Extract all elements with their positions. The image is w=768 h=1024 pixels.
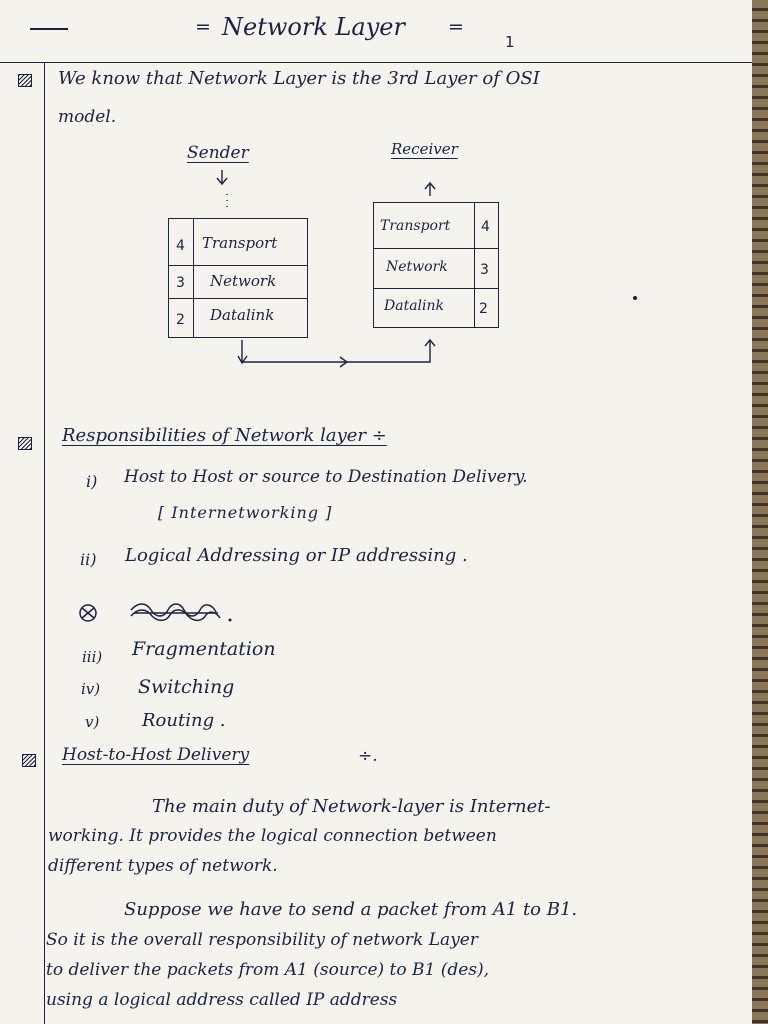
para2-line-4: using a logical address called IP address <box>46 990 398 1010</box>
crossed-out-text <box>76 598 236 628</box>
sender-layer-network: Network <box>210 272 277 290</box>
sender-layer-num-4: 4 <box>176 238 185 254</box>
header-right-mark: = <box>448 16 464 38</box>
resp-num-4: iv) <box>81 680 101 698</box>
receiver-layer-datalink: Datalink <box>384 298 444 314</box>
para1-line-3: different types of network. <box>48 856 278 876</box>
receiver-label: Receiver <box>391 140 458 158</box>
receiver-layer-num-2: 2 <box>479 301 488 317</box>
sender-layer-num-2: 2 <box>176 312 185 328</box>
resp-item-4: Switching <box>138 676 235 698</box>
intro-line-1: We know that Network Layer is the 3rd Layer of OSI <box>58 68 540 89</box>
resp-num-3: iii) <box>82 648 103 666</box>
delivery-heading: Host-to-Host Delivery <box>62 745 250 765</box>
receiver-layer-num-4: 4 <box>481 219 490 235</box>
para2-line-3: to deliver the packets from A1 (source) to B1 (des), <box>46 960 490 980</box>
resp-item-1: Host to Host or source to Destination Delivery. <box>124 467 528 487</box>
bullet-icon <box>18 437 32 450</box>
delivery-heading-suffix: ÷. <box>358 746 378 766</box>
sender-divider <box>193 218 194 338</box>
receiver-layer-network: Network <box>386 259 448 275</box>
para2-line-2: So it is the overall responsibility of network Layer <box>46 930 478 950</box>
page-number: 1 <box>505 33 515 51</box>
resp-num-2: ii) <box>80 550 97 569</box>
bullet-icon <box>22 754 36 767</box>
resp-item-2: Logical Addressing or IP addressing . <box>125 545 468 566</box>
para1-line-1: The main duty of Network-layer is Internet- <box>152 796 551 817</box>
responsibilities-heading: Responsibilities of Network layer ÷ <box>62 425 387 446</box>
sender-label: Sender <box>187 143 249 163</box>
para2-line-1: Suppose we have to send a packet from A1 to B1. <box>124 899 578 920</box>
ink-dot <box>633 296 637 300</box>
resp-item-1-sub: [ Internetworking ] <box>158 503 333 522</box>
para1-line-2: working. It provides the logical connection between <box>48 826 497 846</box>
page-title: Network Layer <box>222 13 405 41</box>
resp-num-1: i) <box>86 472 98 491</box>
sender-layer-num-3: 3 <box>176 275 185 291</box>
resp-num-5: v) <box>85 713 100 731</box>
header-left-mark: = <box>195 16 211 38</box>
receiver-layer-num-3: 3 <box>480 262 489 278</box>
receiver-divider <box>474 202 475 328</box>
sender-row-line-1 <box>168 265 308 266</box>
resp-item-3: Fragmentation <box>132 638 276 660</box>
receiver-layer-transport: Transport <box>380 218 451 234</box>
sender-layer-transport: Transport <box>202 234 278 252</box>
sender-layer-datalink: Datalink <box>210 306 275 324</box>
sender-row-line-2 <box>168 298 308 299</box>
receiver-row-line-2 <box>373 288 499 289</box>
notebook-spiral-edge <box>752 0 768 1024</box>
resp-item-5: Routing . <box>142 710 226 731</box>
receiver-row-line-1 <box>373 248 499 249</box>
intro-line-2: model. <box>58 107 117 127</box>
